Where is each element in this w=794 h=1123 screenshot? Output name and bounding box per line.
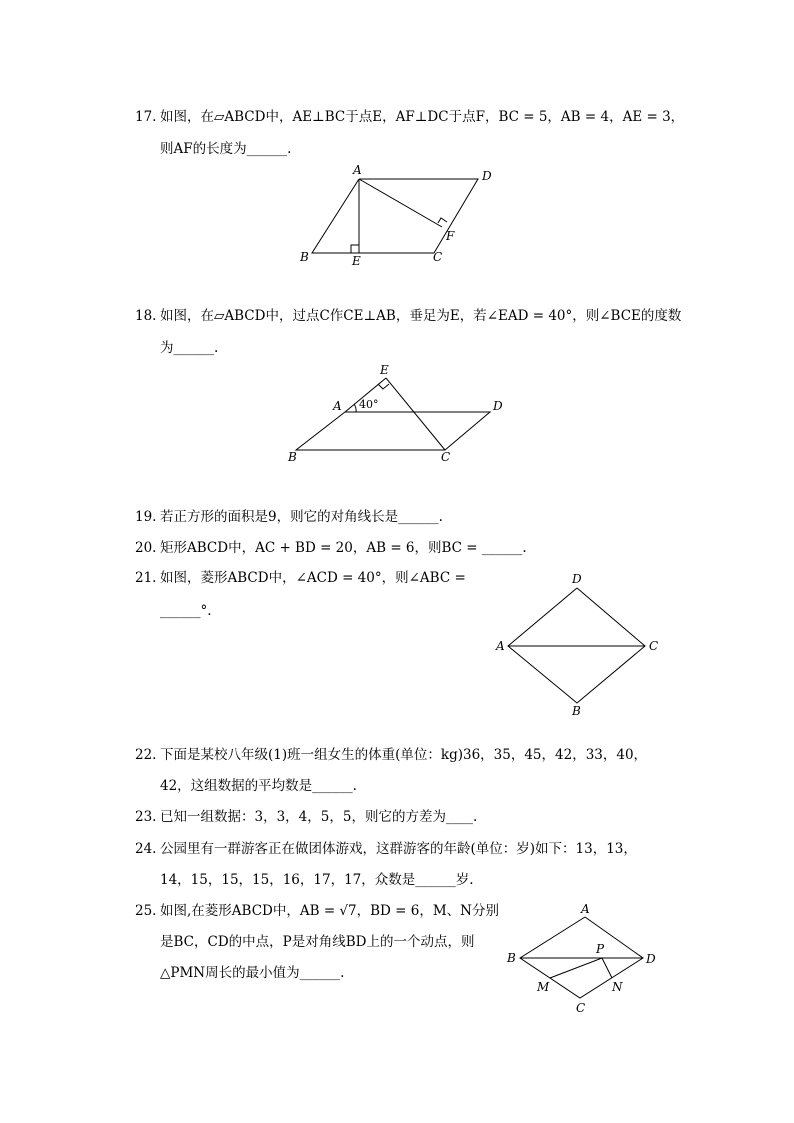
- question-text: 14，15，15，15，16，17，17，众数是______岁.: [160, 872, 474, 888]
- angle-label: 40°: [359, 398, 379, 411]
- point-label: D: [572, 572, 582, 586]
- point-label: M: [537, 980, 550, 994]
- question-text: 已知一组数据：3，3，4，5，5，则它的方差为____.: [160, 809, 478, 825]
- question-text: △PMN周长的最小值为______.: [160, 965, 345, 981]
- point-label: N: [612, 980, 623, 994]
- question-number: 23.: [135, 809, 157, 825]
- point-label: F: [446, 229, 455, 243]
- question-text: 如图，在▱ABCD中，AE⊥BC于点E，AF⊥DC于点F，BC = 5，AB = 4，AE = 3，: [160, 109, 685, 125]
- question-text: 公园里有一群游客正在做团体游戏，这群游客的年龄(单位：岁)如下：13，13，: [160, 841, 637, 857]
- question-number: 24.: [135, 841, 157, 857]
- point-label: D: [493, 399, 503, 413]
- question-text: 则AF的长度为______.: [160, 141, 292, 157]
- point-label: D: [482, 169, 492, 183]
- point-label: B: [300, 250, 309, 264]
- point-label: A: [353, 163, 362, 177]
- question-text: 为______.: [160, 340, 219, 356]
- question-text: 若正方形的面积是9，则它的对角线长是______.: [160, 509, 443, 525]
- question-text: 如图,在菱形ABCD中，AB = √7，BD = 6，M、N分别: [160, 903, 499, 919]
- point-label: E: [380, 363, 389, 377]
- point-label: C: [649, 639, 659, 653]
- question-text: 下面是某校八年级(1)班一组女生的体重(单位：kg)36，35，45，42，33，40，: [160, 747, 648, 763]
- question-number: 25.: [135, 903, 157, 919]
- question-number: 21.: [135, 570, 157, 586]
- point-label: B: [572, 704, 581, 718]
- point-label: B: [288, 450, 297, 464]
- point-label: D: [646, 952, 656, 966]
- question-text: 矩形ABCD中，AC + BD = 20，AB = 6，则BC = ______.: [160, 540, 527, 556]
- question-number: 19.: [135, 509, 157, 525]
- question-number: 18.: [135, 308, 157, 324]
- point-label: E: [352, 254, 361, 268]
- point-label: B: [507, 951, 516, 965]
- question-number: 17.: [135, 109, 157, 125]
- question-text: 如图，菱形ABCD中，∠ACD = 40°，则∠ABC =: [160, 570, 466, 586]
- point-label: C: [441, 450, 451, 464]
- point-label: P: [596, 942, 605, 956]
- question-text: 42，这组数据的平均数是______.: [160, 778, 357, 794]
- point-label: A: [581, 902, 590, 916]
- question-number: 22.: [135, 747, 157, 763]
- question-text: ______°.: [160, 603, 212, 619]
- point-label: A: [333, 399, 342, 413]
- question-text: 是BC，CD的中点，P是对角线BD上的一个动点，则: [160, 934, 475, 950]
- point-label: C: [433, 250, 443, 264]
- question-number: 20.: [135, 540, 157, 556]
- point-label: A: [496, 639, 505, 653]
- point-label: C: [576, 1001, 586, 1015]
- question-text: 如图，在▱ABCD中，过点C作CE⊥AB，垂足为E，若∠EAD = 40°，则∠BCE的度数: [160, 308, 682, 324]
